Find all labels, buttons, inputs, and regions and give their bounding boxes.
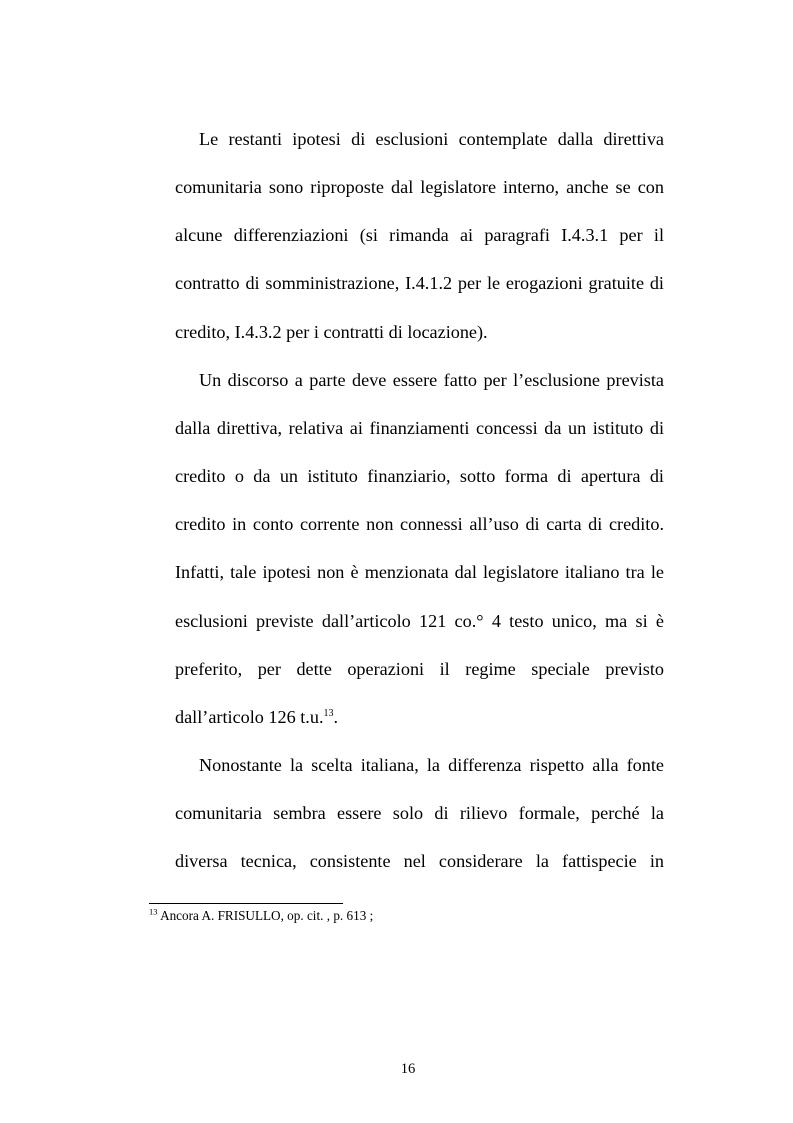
footnote-number: 13 bbox=[149, 906, 158, 917]
footnote-text: Ancora A. FRISULLO, op. cit. , p. 613 ; bbox=[157, 908, 374, 923]
page-number: 16 bbox=[400, 1061, 416, 1077]
paragraph-exclusions bbox=[175, 115, 664, 356]
paragraph-1-text: Le restanti ipotesi di esclusioni contemplate dalla direttiva comunitaria sono riproposte dal legislatore interno, anche se con alcune differenziazioni (si rimanda ai paragrafi I.4.3.1 per il contratto di somministrazione, I.4.1.2 per le erogazioni gratuite di credito, I.4.3.2 per i contratti di locazione). bbox=[175, 129, 664, 342]
paragraph-separate-discussion bbox=[175, 356, 664, 741]
footnote-reference[interactable]: 13 bbox=[323, 707, 334, 719]
paragraph-italian-choice bbox=[175, 741, 664, 885]
footnote-separator bbox=[149, 903, 343, 904]
paragraph-2-tail: . bbox=[333, 706, 339, 727]
paragraph-2-text: Un discorso a parte deve essere fatto per l’esclusione prevista dalla direttiva, relativa ai finanziamenti concessi da un istituto di credito o da un istituto finanziario, sotto forma di apertura di credito in conto corrente non connessi all’uso di carta di credito. Infatti, tale ipotesi non è menzionata dal legislatore italiano tra le esclusioni previste dall’articolo 121 co.° 4 testo unico, ma si è preferito, per dette operazioni il regime speciale previsto dall’articolo 126 t.u. bbox=[175, 369, 664, 727]
paragraph-3-text: Nonostante la scelta italiana, la differenza rispetto alla fonte comunitaria sembra essere solo di rilievo formale, perché la diversa tecnica, consistente nel considerare la fattispecie in bbox=[175, 755, 664, 872]
body-text bbox=[175, 115, 664, 886]
footnote bbox=[149, 907, 669, 925]
